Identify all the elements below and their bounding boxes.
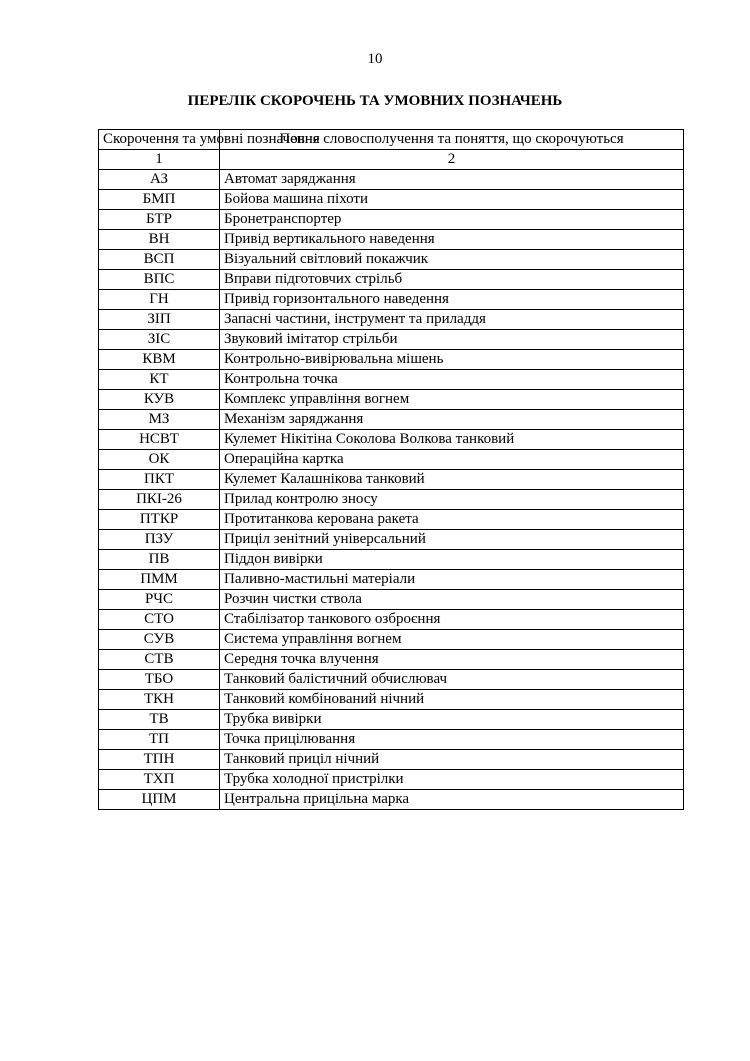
abbreviation-cell: РЧС	[99, 590, 220, 610]
abbreviation-cell: ТКН	[99, 690, 220, 710]
table-body	[99, 170, 684, 810]
full-phrase-cell: Центральна прицільна марка	[220, 790, 684, 810]
full-phrase-cell: Паливно-мастильні матеріали	[220, 570, 684, 590]
abbreviation-cell: ПКТ	[99, 470, 220, 490]
full-phrase-cell: Танковий балістичний обчислювач	[220, 670, 684, 690]
abbreviation-cell: ВСП	[99, 250, 220, 270]
table-row	[99, 610, 684, 630]
abbreviation-cell: ЗІС	[99, 330, 220, 350]
full-phrase-cell: Бойова машина піхоти	[220, 190, 684, 210]
table-row	[99, 670, 684, 690]
abbreviation-cell: КУВ	[99, 390, 220, 410]
abbreviation-cell: ПММ	[99, 570, 220, 590]
table-row	[99, 390, 684, 410]
abbreviation-cell: ПТКР	[99, 510, 220, 530]
full-phrase-cell: Комплекс управління вогнем	[220, 390, 684, 410]
abbreviation-cell: КВМ	[99, 350, 220, 370]
table-row	[99, 490, 684, 510]
abbreviation-cell: СТВ	[99, 650, 220, 670]
full-phrase-cell: Прилад контролю зносу	[220, 490, 684, 510]
table-row	[99, 330, 684, 350]
full-phrase-cell: Вправи підготовчих стрільб	[220, 270, 684, 290]
table-row	[99, 470, 684, 490]
full-phrase-cell: Механізм заряджання	[220, 410, 684, 430]
table-row	[99, 170, 684, 190]
full-phrase-cell: Операційна картка	[220, 450, 684, 470]
full-phrase-cell: Танковий комбінований нічний	[220, 690, 684, 710]
full-phrase-cell: Танковий приціл нічний	[220, 750, 684, 770]
column-number-2: 2	[220, 150, 684, 170]
table-row	[99, 630, 684, 650]
abbreviation-cell: ПВ	[99, 550, 220, 570]
table-row	[99, 230, 684, 250]
abbreviation-cell: СТО	[99, 610, 220, 630]
table-row	[99, 250, 684, 270]
abbreviation-cell: ТБО	[99, 670, 220, 690]
abbreviation-cell: ВПС	[99, 270, 220, 290]
table-row	[99, 370, 684, 390]
table-row	[99, 790, 684, 810]
full-phrase-cell: Трубка вивірки	[220, 710, 684, 730]
table-row	[99, 410, 684, 430]
abbreviation-cell: АЗ	[99, 170, 220, 190]
abbreviation-cell: ТВ	[99, 710, 220, 730]
abbreviation-cell: ЗІП	[99, 310, 220, 330]
table-row	[99, 570, 684, 590]
full-phrase-cell: Контрольна точка	[220, 370, 684, 390]
table-row	[99, 750, 684, 770]
abbreviation-cell: ГН	[99, 290, 220, 310]
full-phrase-cell: Трубка холодної пристрілки	[220, 770, 684, 790]
table-row	[99, 310, 684, 330]
abbreviation-cell: ВН	[99, 230, 220, 250]
abbreviation-cell: БТР	[99, 210, 220, 230]
abbreviation-cell: МЗ	[99, 410, 220, 430]
abbreviation-cell: ТП	[99, 730, 220, 750]
full-phrase-cell: Звуковий імітатор стрільби	[220, 330, 684, 350]
full-phrase-cell: Приціл зенітний універсальний	[220, 530, 684, 550]
full-phrase-cell: Протитанкова керована ракета	[220, 510, 684, 530]
abbreviation-cell: ОК	[99, 450, 220, 470]
table-row	[99, 270, 684, 290]
column-number-1: 1	[99, 150, 220, 170]
page-title: ПЕРЕЛІК СКОРОЧЕНЬ ТА УМОВНИХ ПОЗНАЧЕНЬ	[187, 93, 563, 109]
full-phrase-cell: Кулемет Нікітіна Соколова Волкова танковий	[220, 430, 684, 450]
abbreviations-table	[98, 129, 684, 810]
abbreviation-cell: КТ	[99, 370, 220, 390]
header-full-phrase: Повне словосполучення та поняття, що скорочуються	[220, 130, 684, 150]
full-phrase-cell: Бронетранспортер	[220, 210, 684, 230]
full-phrase-cell: Автомат заряджання	[220, 170, 684, 190]
abbreviation-cell: ЦПМ	[99, 790, 220, 810]
abbreviation-cell: ТХП	[99, 770, 220, 790]
table-row	[99, 650, 684, 670]
full-phrase-cell: Привід горизонтального наведення	[220, 290, 684, 310]
full-phrase-cell: Система управління вогнем	[220, 630, 684, 650]
table-row	[99, 550, 684, 570]
table-row	[99, 770, 684, 790]
full-phrase-cell: Привід вертикального наведення	[220, 230, 684, 250]
table-row	[99, 730, 684, 750]
page-number: 10	[367, 51, 383, 67]
table-header-row	[99, 130, 684, 150]
full-phrase-cell: Середня точка влучення	[220, 650, 684, 670]
abbreviation-cell: НСВТ	[99, 430, 220, 450]
full-phrase-cell: Точка прицілювання	[220, 730, 684, 750]
full-phrase-cell: Контрольно-вивірювальна мішень	[220, 350, 684, 370]
abbreviation-cell: СУВ	[99, 630, 220, 650]
full-phrase-cell: Піддон вивірки	[220, 550, 684, 570]
abbreviation-cell: ПЗУ	[99, 530, 220, 550]
abbreviation-cell: ТПН	[99, 750, 220, 770]
header-abbreviation: Скорочення та умовні позначення	[99, 130, 220, 150]
table-row	[99, 430, 684, 450]
table-row	[99, 350, 684, 370]
table-row	[99, 690, 684, 710]
abbreviation-cell: БМП	[99, 190, 220, 210]
table-row	[99, 190, 684, 210]
table-row	[99, 590, 684, 610]
table-row	[99, 710, 684, 730]
table-row	[99, 450, 684, 470]
table-row	[99, 290, 684, 310]
full-phrase-cell: Розчин чистки ствола	[220, 590, 684, 610]
table-row	[99, 210, 684, 230]
full-phrase-cell: Візуальний світловий покажчик	[220, 250, 684, 270]
full-phrase-cell: Кулемет Калашнікова танковий	[220, 470, 684, 490]
full-phrase-cell: Стабілізатор танкового озброєння	[220, 610, 684, 630]
column-number-row	[99, 150, 684, 170]
table-row	[99, 510, 684, 530]
full-phrase-cell: Запасні частини, інструмент та приладдя	[220, 310, 684, 330]
table-row	[99, 530, 684, 550]
abbreviation-cell: ПКІ-26	[99, 490, 220, 510]
